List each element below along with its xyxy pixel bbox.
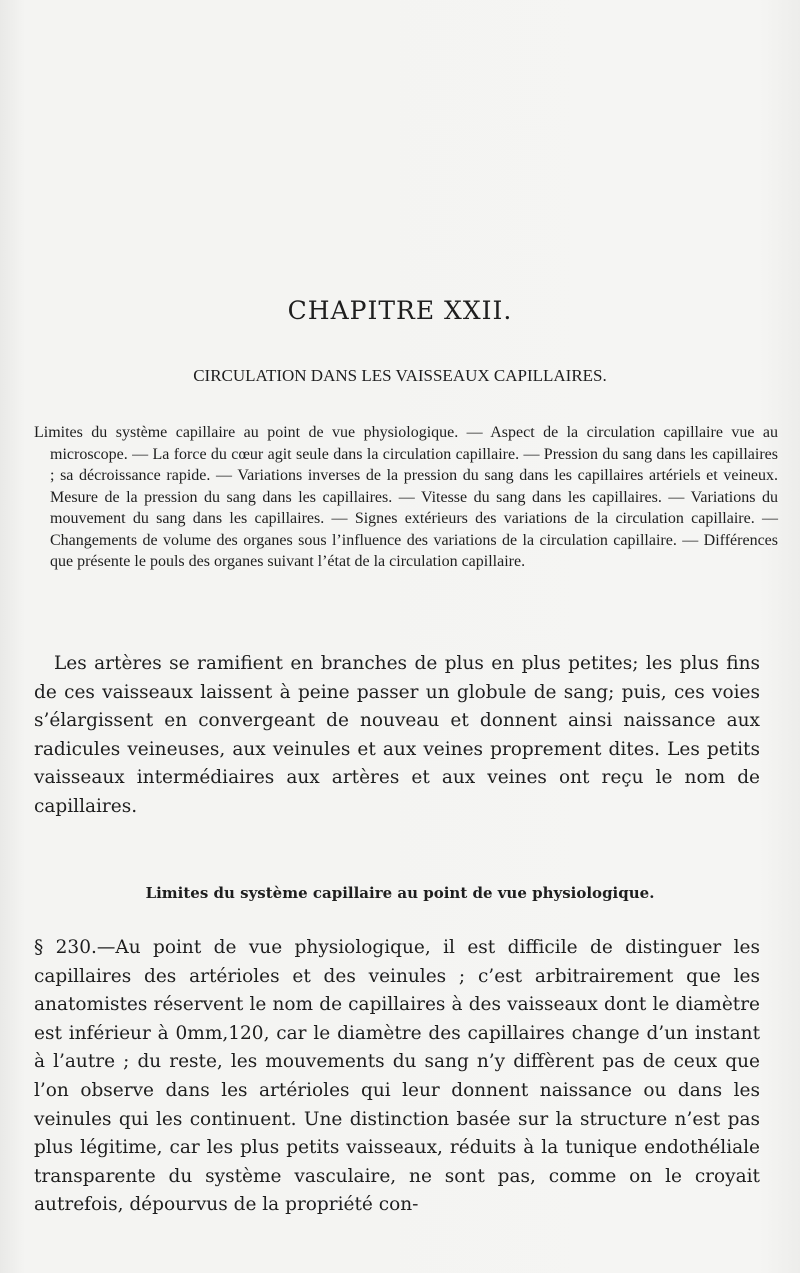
chapter-summary: Limites du système capillaire au point de vue physiologique. — Aspect de la circulation capillaire vue au microscope. — La force du cœur agit seule dans la circulation capillaire. — Pression du sang dans les capillaires ; sa décroissance rapide. — Variations inverses de la pression du sang dans les capillaires artériels et veineux. Mesure de la pression du sang dans les capillaires. — Vitesse du sang dans les capillaires. — Variations du mouvement du sang dans les capillaires. — Signes extérieurs des variations de la circulation capillaire. — Changements de volume des organes sous l’influence des variations de la circulation capillaire. — Différences que présente le pouls des organes suivant l’état de la circulation capillaire.	[34, 424, 778, 570]
section-heading: Limites du système capillaire au point de vue physiologique.	[145, 884, 655, 902]
intro-paragraph: Les artères se ramifient en branches de plus en plus petites; les plus fins de ces vaisseaux laissent à peine passer un globule de sang; puis, ces voies s’élargissent en convergeant de nouveau et donnent ainsi naissance aux radicules veineuses, aux veinules et aux veines proprement dites. Les petits vaisseaux intermédiaires aux artères et aux veines ont reçu le nom de capillaires.	[34, 653, 760, 817]
chapter-subtitle: CIRCULATION DANS LES VAISSEAUX CAPILLAIRES.	[193, 366, 607, 385]
chapter-title: CHAPITRE XXII.	[287, 296, 513, 325]
paragraph-230: § 230.—Au point de vue physiologique, il est difficile de distinguer les capillaires des artérioles et des veinules ; c’est arbitrairement que les anatomistes réservent le nom de capillaires à des vaisseaux dont le diamètre est inférieur à 0mm,120, car le diamètre des capillaires change d’un instant à l’autre ; du reste, les mouvements du sang n’y diffèrent pas de ceux que l’on observe dans les artérioles qui leur donnent naissance ou dans les veinules qui les continuent. Une distinction basée sur la structure n’est pas plus légitime, car les plus petits vaisseaux, réduits à la tunique endothéliale transparente du système vasculaire, ne sont pas, comme on le croyait autrefois, dépourvus de la propriété con-	[34, 937, 760, 1216]
